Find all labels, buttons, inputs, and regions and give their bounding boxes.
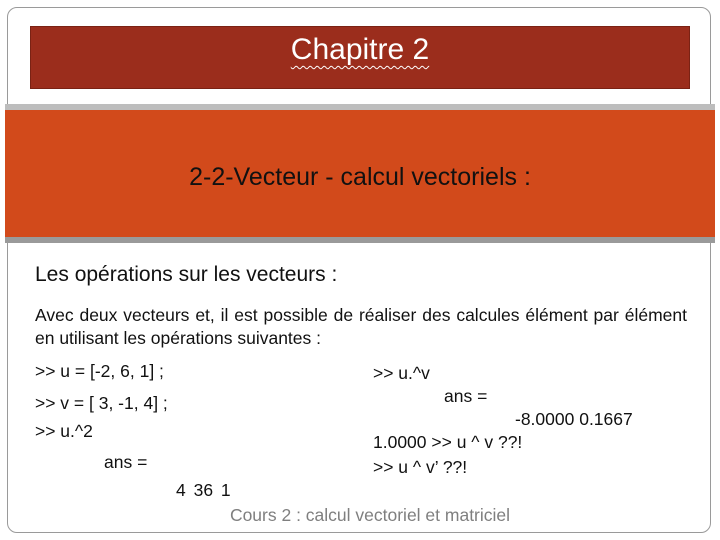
code-line-u-caret-v: 1.0000 >> u ^ v ??! bbox=[373, 432, 523, 452]
footer-text: Cours 2 : calcul vectoriel et matriciel bbox=[229, 505, 511, 525]
code-result: 4 36 1 bbox=[176, 480, 231, 500]
code-line-u-pow-v: >> u.^v bbox=[373, 363, 430, 383]
code-line-u-caret-vt: >> u ^ v’ ??! bbox=[373, 457, 468, 477]
section-heading: Les opérations sur les vecteurs : bbox=[35, 263, 338, 286]
slide-title: Chapitre 2 bbox=[290, 33, 430, 66]
code-line-u: >> u = [-2, 6, 1] ; bbox=[35, 361, 164, 381]
slide-subtitle: 2-2-Vecteur - calcul vectoriels : bbox=[189, 163, 531, 191]
subtitle-shadow bbox=[5, 237, 715, 243]
code-ans-label-right: ans = bbox=[444, 386, 488, 406]
code-line-u-squared: >> u.^2 bbox=[35, 421, 93, 441]
intro-paragraph: Avec deux vecteurs et, il est possible de réaliser des calcules élément par élément en utilisant les opérations suivantes : bbox=[35, 305, 687, 348]
code-ans-label: ans = bbox=[104, 452, 148, 472]
code-values-right: -8.0000 0.1667 bbox=[515, 409, 633, 429]
code-line-v: >> v = [ 3, -1, 4] ; bbox=[35, 393, 168, 413]
